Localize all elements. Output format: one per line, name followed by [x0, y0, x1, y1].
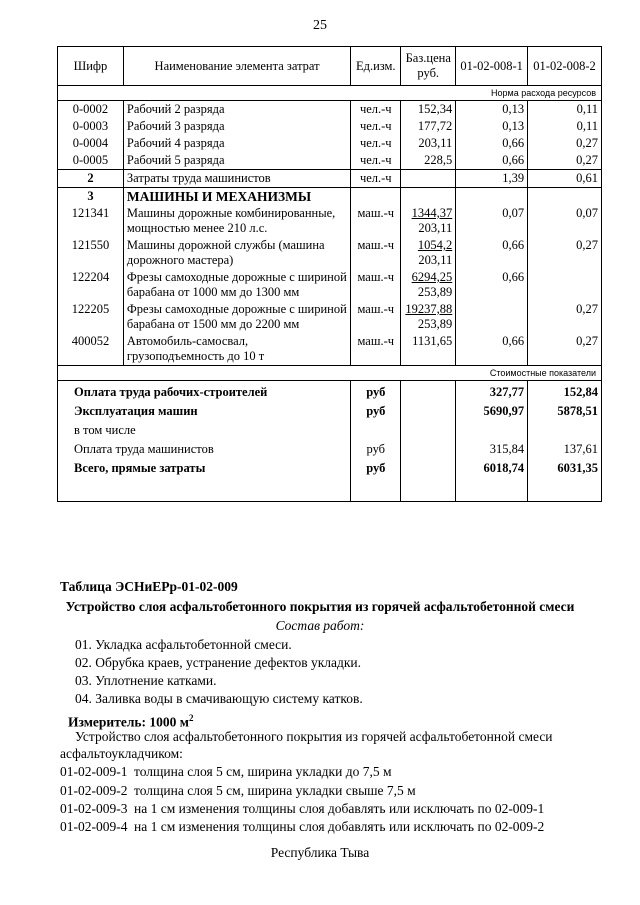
- table-row: [58, 101, 602, 119]
- total-row: [58, 420, 602, 439]
- total-value-2: 5878,51: [528, 401, 602, 420]
- total-name: в том числе: [58, 420, 351, 439]
- table-row: [58, 135, 602, 152]
- total-row: [58, 381, 602, 402]
- row-code: 0-0005: [58, 152, 124, 170]
- total-value-2: 137,61: [528, 439, 602, 458]
- row-price: 6294,25 253,89: [401, 269, 456, 301]
- row-name: МАШИНЫ И МЕХАНИЗМЫ: [123, 188, 350, 206]
- row-unit: чел.-ч: [351, 101, 401, 119]
- machines-header-row: [58, 188, 602, 206]
- row-price: 1054,2 203,11: [401, 237, 456, 269]
- row-price: 1344,37 203,11: [401, 205, 456, 237]
- total-value-1: 315,84: [456, 439, 528, 458]
- section-resources-row: [58, 86, 602, 101]
- section-resources-label: Норма расхода ресурсов: [58, 86, 602, 101]
- row-name: Рабочий 4 разряда: [123, 135, 350, 152]
- total-value-1: 6018,74: [456, 458, 528, 477]
- row-code: 400052: [58, 333, 124, 366]
- item-code: 01-02-009-2: [60, 783, 128, 798]
- row-value-1: 0,07: [456, 205, 528, 237]
- total-value-2: 152,84: [528, 381, 602, 402]
- total-name: Оплата труда машинистов: [58, 439, 351, 458]
- row-price: 1131,65: [401, 333, 456, 366]
- row-name: Рабочий 3 разряда: [123, 118, 350, 135]
- item-text: на 1 см изменения толщины слоя добавлять или исключать по 02-009-1: [134, 801, 545, 816]
- row-name: Автомобиль-самосвал, грузоподъемность до 10 т: [123, 333, 350, 366]
- row-price: 228,5: [401, 152, 456, 170]
- page-number: 25: [313, 18, 327, 33]
- work-step: 02. Обрубка краев, устранение дефектов укладки.: [75, 655, 362, 670]
- row-value-1: 0,66: [456, 237, 528, 269]
- table-bottom-row: [58, 477, 602, 502]
- total-value-1: 5690,97: [456, 401, 528, 420]
- row-value-2: 0,27: [528, 152, 602, 170]
- row-code: 0-0003: [58, 118, 124, 135]
- total-value-1: 327,77: [456, 381, 528, 402]
- row-value-2: 0,61: [528, 170, 602, 188]
- row-code: 121341: [58, 205, 124, 237]
- meter-superscript: 2: [189, 713, 194, 723]
- item-text: толщина слоя 5 см, ширина укладки свыше 7,5 м: [134, 783, 416, 798]
- table-row: [58, 269, 602, 301]
- table-row: [58, 333, 602, 366]
- header-price: Баз.цена руб.: [401, 47, 456, 86]
- composition-title: Состав работ:: [275, 618, 365, 633]
- row-value-2: 0,27: [528, 135, 602, 152]
- row-value-2: 0,27: [528, 301, 602, 333]
- row-name: Фрезы самоходные дорожные с шириной барабана от 1000 мм до 1300 мм: [123, 269, 350, 301]
- total-value-2: 6031,35: [528, 458, 602, 477]
- row-price: 19237,88 253,89: [401, 301, 456, 333]
- row-value-1: 0,66: [456, 135, 528, 152]
- row-code: 2: [58, 170, 124, 188]
- row-value-1: 0,66: [456, 152, 528, 170]
- section-title: Устройство слоя асфальтобетонного покрытия из горячей асфальтобетонной смеси: [65, 599, 575, 614]
- table-row: [58, 118, 602, 135]
- table-row: [58, 301, 602, 333]
- row-value-1: 1,39: [456, 170, 528, 188]
- table-row: [58, 152, 602, 170]
- total-name: Всего, прямые затраты: [58, 458, 351, 477]
- row-price: 203,11: [401, 135, 456, 152]
- row-price: 152,34: [401, 101, 456, 119]
- row-value-1: 0,13: [456, 118, 528, 135]
- row-code: 122204: [58, 269, 124, 301]
- table-row: [58, 237, 602, 269]
- row-unit: маш.-ч: [351, 237, 401, 269]
- row-value-1: 0,66: [456, 333, 528, 366]
- item-code: 01-02-009-3: [60, 801, 128, 816]
- row-value-2: 0,11: [528, 101, 602, 119]
- total-unit: руб: [351, 439, 401, 458]
- row-name: Машины дорожные комбинированные, мощностью менее 210 л.с.: [123, 205, 350, 237]
- row-value-2: [528, 269, 602, 301]
- row-value-1: [456, 301, 528, 333]
- row-unit: маш.-ч: [351, 301, 401, 333]
- description-line: Устройство слоя асфальтобетонного покрытия из горячей асфальтобетонной смеси: [75, 729, 553, 744]
- work-step: 04. Заливка воды в смачивающую систему катков.: [75, 691, 363, 706]
- header-code: Шифр: [58, 47, 124, 86]
- row-code: 3: [58, 188, 124, 206]
- row-value-2: 0,27: [528, 237, 602, 269]
- table-header-row: [58, 47, 602, 86]
- total-row: [58, 401, 602, 420]
- total-name: Эксплуатация машин: [58, 401, 351, 420]
- row-unit: маш.-ч: [351, 269, 401, 301]
- item-text: толщина слоя 5 см, ширина укладки до 7,5 м: [134, 764, 392, 779]
- row-unit: чел.-ч: [351, 152, 401, 170]
- total-unit: руб: [351, 458, 401, 477]
- row-code: 121550: [58, 237, 124, 269]
- row-unit: чел.-ч: [351, 170, 401, 188]
- row-unit: чел.-ч: [351, 118, 401, 135]
- work-step: 03. Уплотнение катками.: [75, 673, 217, 688]
- row-code: 0-0004: [58, 135, 124, 152]
- row-name: Затраты труда машинистов: [123, 170, 350, 188]
- row-unit: маш.-ч: [351, 333, 401, 366]
- labor-cost-row: [58, 170, 602, 188]
- row-unit: чел.-ч: [351, 135, 401, 152]
- resource-table: [57, 46, 602, 502]
- total-name: Оплата труда рабочих-строителей: [58, 381, 351, 402]
- row-value-2: 0,07: [528, 205, 602, 237]
- section-costs-row: [58, 366, 602, 381]
- total-row: [58, 439, 602, 458]
- footer-region: Республика Тыва: [270, 845, 370, 860]
- section-costs-label: Стоимостные показатели: [58, 366, 602, 381]
- table-id: Таблица ЭСНиЕРр-01-02-009: [60, 579, 238, 594]
- row-code: 0-0002: [58, 101, 124, 119]
- header-col2: 01-02-008-2: [528, 47, 602, 86]
- row-name: Машины дорожной службы (машина дорожного мастера): [123, 237, 350, 269]
- header-unit: Ед.изм.: [351, 47, 401, 86]
- work-step: 01. Укладка асфальтобетонной смеси.: [75, 637, 292, 652]
- header-col1: 01-02-008-1: [456, 47, 528, 86]
- description-line: асфальтоукладчиком:: [60, 746, 183, 761]
- total-unit: руб: [351, 401, 401, 420]
- row-unit: маш.-ч: [351, 205, 401, 237]
- row-price: [401, 170, 456, 188]
- item-text: на 1 см изменения толщины слоя добавлять или исключать по 02-009-2: [134, 819, 545, 834]
- row-value-2: 0,27: [528, 333, 602, 366]
- row-name: Рабочий 2 разряда: [123, 101, 350, 119]
- row-value-1: 0,66: [456, 269, 528, 301]
- item-code: 01-02-009-1: [60, 764, 128, 779]
- total-unit: руб: [351, 381, 401, 402]
- row-value-2: 0,11: [528, 118, 602, 135]
- total-row: [58, 458, 602, 477]
- row-code: 122205: [58, 301, 124, 333]
- table-row: [58, 205, 602, 237]
- meter-label: Измеритель: 1000 $м^2$: [68, 713, 194, 730]
- header-name: Наименование элемента затрат: [123, 47, 350, 86]
- row-name: Рабочий 5 разряда: [123, 152, 350, 170]
- item-code: 01-02-009-4: [60, 819, 128, 834]
- row-value-1: 0,13: [456, 101, 528, 119]
- row-price: 177,72: [401, 118, 456, 135]
- row-name: Фрезы самоходные дорожные с шириной барабана от 1500 мм до 2200 мм: [123, 301, 350, 333]
